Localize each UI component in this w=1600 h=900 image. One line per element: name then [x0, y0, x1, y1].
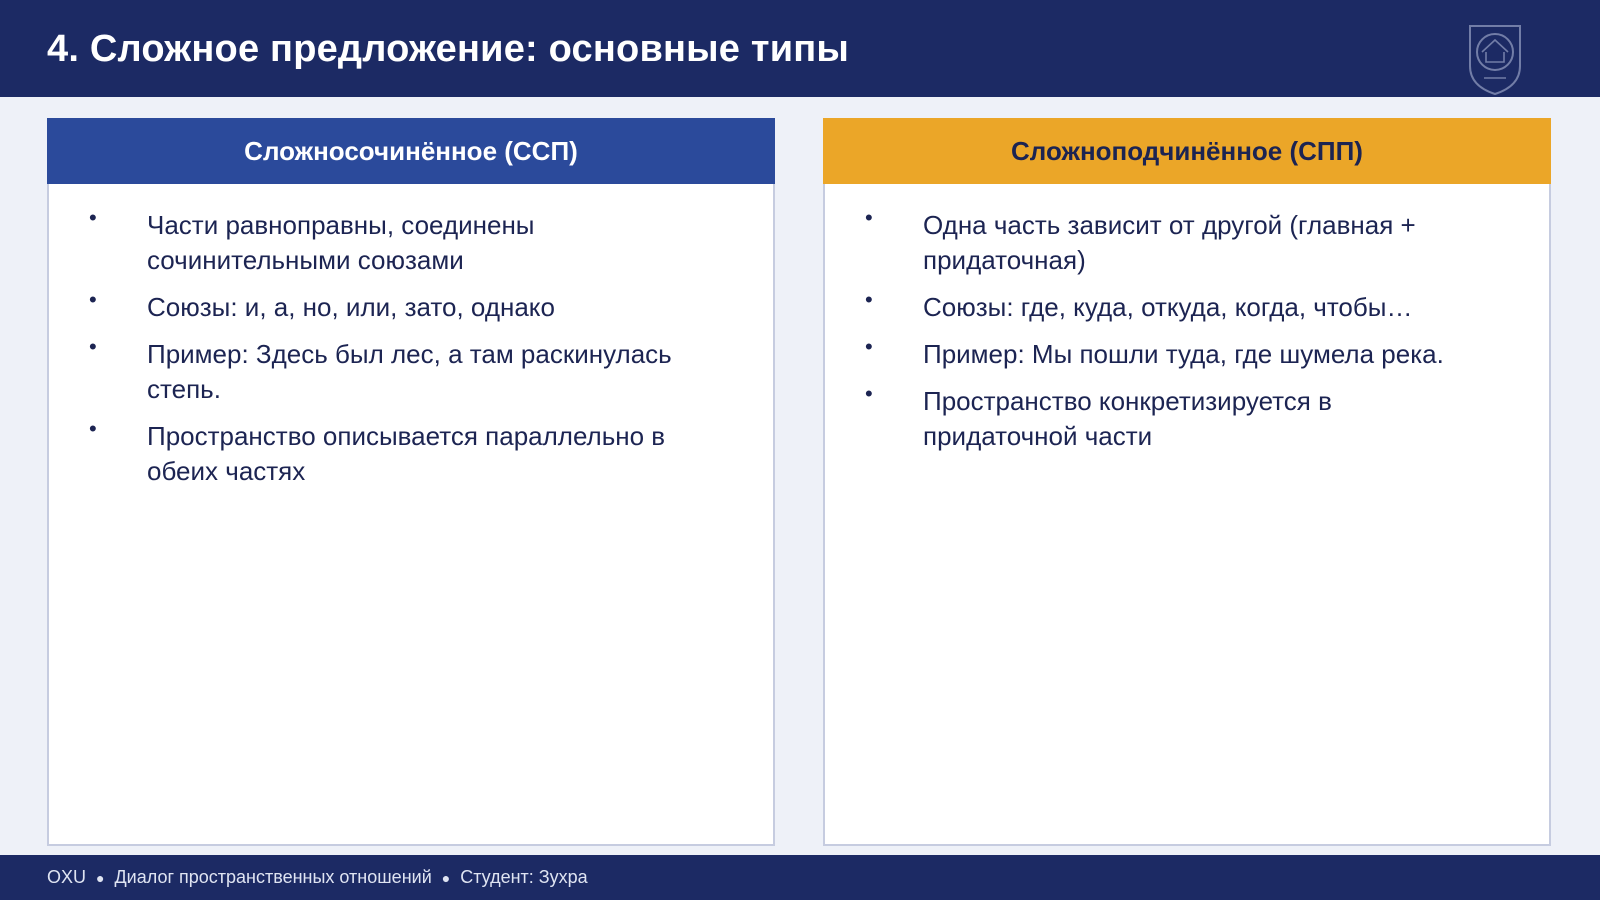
bullet-text: Одна часть зависит от другой (главная + придаточная) [923, 210, 1416, 275]
bullet-dot-icon: • [865, 287, 873, 312]
list-item [89, 416, 713, 489]
bullet-dot-icon: • [89, 334, 97, 359]
list-item [865, 334, 1489, 372]
list-item [865, 381, 1489, 454]
footer-topic: Диалог пространственных отношений [114, 867, 432, 887]
card-title-spp: Сложноподчинённое (СПП) [823, 118, 1551, 184]
bullet-text: Пример: Здесь был лес, а там раскинулась степь. [147, 339, 672, 404]
ssp-bullet-list [49, 184, 773, 489]
list-item [865, 287, 1489, 325]
slide-header [0, 0, 1600, 97]
bullet-dot-icon: • [89, 416, 97, 441]
dot-separator-icon: ● [96, 869, 105, 886]
university-emblem-icon [1464, 20, 1526, 96]
list-item [865, 205, 1489, 278]
bullet-text: Части равноправны, соединены сочинительными союзами [147, 210, 535, 275]
bullet-dot-icon: • [89, 287, 97, 312]
footer-org: OXU [47, 867, 87, 887]
bullet-text: Союзы: где, куда, откуда, когда, чтобы… [923, 292, 1413, 322]
slide-footer [0, 855, 1600, 900]
subordinating-sentence-card [823, 118, 1551, 846]
bullet-dot-icon: • [89, 205, 97, 230]
bullet-text: Союзы: и, а, но, или, зато, однако [147, 292, 555, 322]
spp-bullet-list [825, 184, 1549, 454]
bullet-text: Пример: Мы пошли туда, где шумела река. [923, 339, 1444, 369]
list-item [89, 205, 713, 278]
list-item [89, 287, 713, 325]
slide-title: 4. Сложное предложение: основные типы [47, 28, 850, 70]
footer-student: Студент: Зухра [460, 867, 588, 887]
bullet-text: Пространство описывается параллельно в обеих частях [147, 421, 666, 486]
coordinating-sentence-card [47, 118, 775, 846]
bullet-dot-icon: • [865, 334, 873, 359]
list-item [89, 334, 713, 407]
card-title-ssp: Сложносочинённое (ССП) [47, 118, 775, 184]
bullet-dot-icon: • [865, 381, 873, 406]
dot-separator-icon: ● [441, 869, 451, 886]
bullet-dot-icon: • [865, 205, 873, 230]
bullet-text: Пространство конкретизируется в придаточной части [923, 386, 1332, 451]
